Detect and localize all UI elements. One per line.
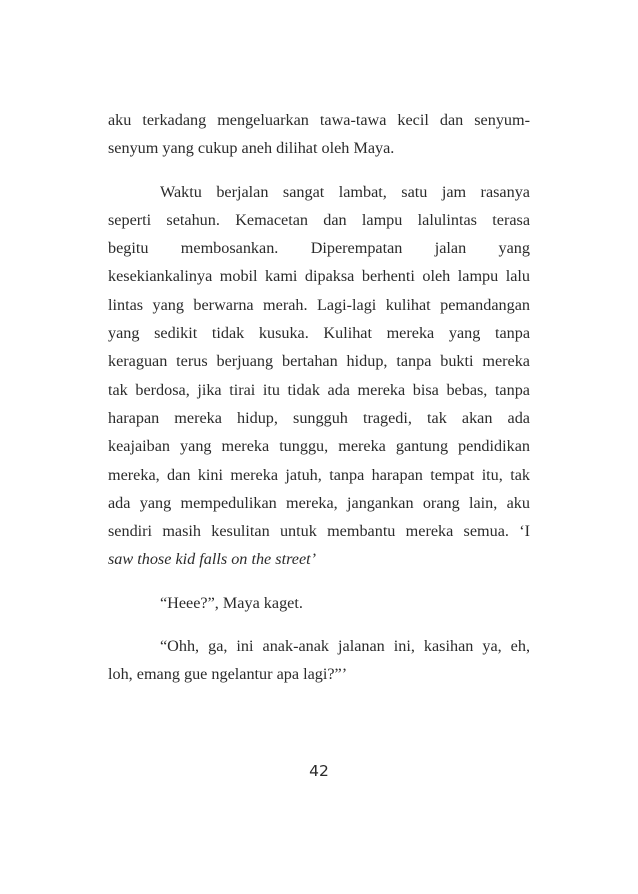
paragraph-3	[108, 589, 530, 617]
text-line: seperti setahun. Kemacetan dan lampu lalulintas terasa	[108, 210, 530, 229]
text-line: mereka, dan kini mereka jatuh, tanpa harapan tempat itu, tak	[108, 465, 530, 484]
body-text	[108, 106, 530, 689]
text-line: ada yang mempedulikan mereka, jangankan orang lain, aku	[108, 493, 530, 512]
text-line: kesekiankalinya mobil kami dipaksa berhenti oleh lampu lalu	[108, 267, 530, 286]
text-line: lintas yang berwarna merah. Lagi-lagi kulihat pemandangan	[108, 295, 530, 314]
text-line: tak berdosa, jika tirai itu tidak ada mereka bisa bebas, tanpa	[108, 380, 530, 399]
text-line: aku terkadang mengeluarkan tawa-tawa kecil dan senyum-	[108, 111, 530, 129]
paragraph-2	[108, 178, 530, 574]
text-line: keraguan terus berjuang bertahan hidup, tanpa bukti mereka	[108, 352, 530, 371]
text-line: keajaiban yang mereka tunggu, mereka gantung pendidikan	[108, 437, 530, 456]
text-line: senyum yang cukup aneh dilihat oleh Maya.	[108, 139, 395, 158]
paragraph-1	[108, 106, 530, 163]
text-line: “Ohh, ga, ini anak-anak jalanan ini, kasihan ya, eh,	[160, 637, 530, 656]
text-line: loh, emang gue ngelantur apa lagi?”’	[108, 665, 348, 684]
italic-quote-line: saw those kid falls on the street’	[108, 550, 317, 569]
text-line: Waktu berjalan sangat lambat, satu jam rasanya	[160, 182, 530, 201]
text-line: begitu membosankan. Diperempatan jalan yang	[108, 239, 530, 258]
text-line: yang sedikit tidak kusuka. Kulihat mereka yang tanpa	[108, 324, 530, 343]
text-line: “Heee?”, Maya kaget.	[160, 593, 303, 612]
text-line: harapan mereka hidup, sungguh tragedi, tak akan ada	[108, 408, 530, 427]
page-number: 42	[309, 762, 329, 780]
paragraph-4	[108, 632, 530, 689]
text-line: sendiri masih kesulitan untuk membantu mereka semua. ‘I	[108, 522, 530, 541]
